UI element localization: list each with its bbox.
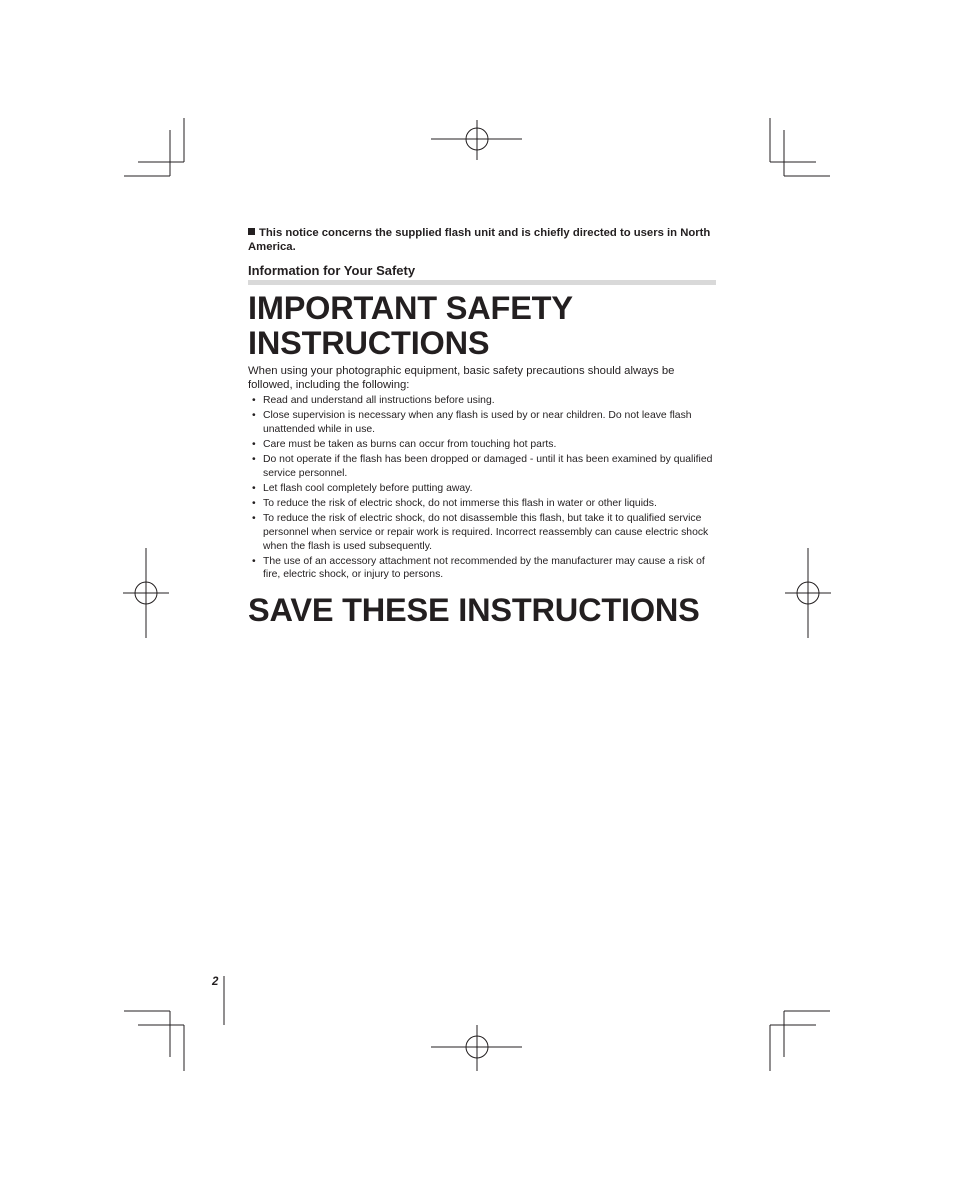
page-number: 2	[212, 976, 219, 988]
page-content	[248, 226, 716, 628]
section-heading: Information for Your Safety	[248, 263, 716, 285]
list-item: • Care must be taken as burns can occur from touching hot parts.	[252, 438, 557, 450]
bullet-icon: •	[252, 555, 256, 567]
list-item: • To reduce the risk of electric shock, do not disassemble this flash, but take it to qualified service personnel when service or repair work is required. Incorrect reassembly can cause electric shock when the flash is used subsequently.	[252, 513, 709, 552]
intro-paragraph: When using your photographic equipment, basic safety precautions should always be followed, including the following:	[248, 365, 675, 391]
bullet-icon: •	[252, 395, 256, 406]
list-item: • The use of an accessory attachment not recommended by the manufacturer may cause a risk of fire, electric shock, or injury to persons.	[252, 555, 705, 581]
bullet-icon: •	[252, 410, 256, 422]
bullet-icon: •	[252, 454, 256, 466]
bullet-icon: •	[252, 438, 256, 450]
bullet-icon: •	[252, 498, 256, 510]
safety-list	[248, 394, 716, 582]
list-item: • Close supervision is necessary when any flash is used by or near children. Do not leave flash unattended while in use.	[252, 410, 692, 435]
north-america-notice	[248, 226, 716, 254]
list-item: • To reduce the risk of electric shock, do not immerse this flash in water or other liquids.	[252, 498, 657, 510]
notice-text: This notice concerns the supplied flash unit and is chiefly directed to users in North America.	[248, 227, 711, 253]
save-instructions-title: SAVE THESE INSTRUCTIONS	[248, 591, 700, 628]
bullet-icon: •	[252, 513, 256, 525]
square-bullet-icon	[248, 228, 255, 235]
list-item: • Do not operate if the flash has been dropped or damaged - until it has been examined by qualified service personnel.	[252, 454, 713, 479]
list-item: • Read and understand all instructions before using.	[252, 395, 495, 406]
page-title: IMPORTANT SAFETY INSTRUCTIONS	[248, 290, 573, 361]
bullet-icon: •	[252, 482, 256, 494]
list-item: • Let flash cool completely before putting away.	[252, 482, 473, 494]
